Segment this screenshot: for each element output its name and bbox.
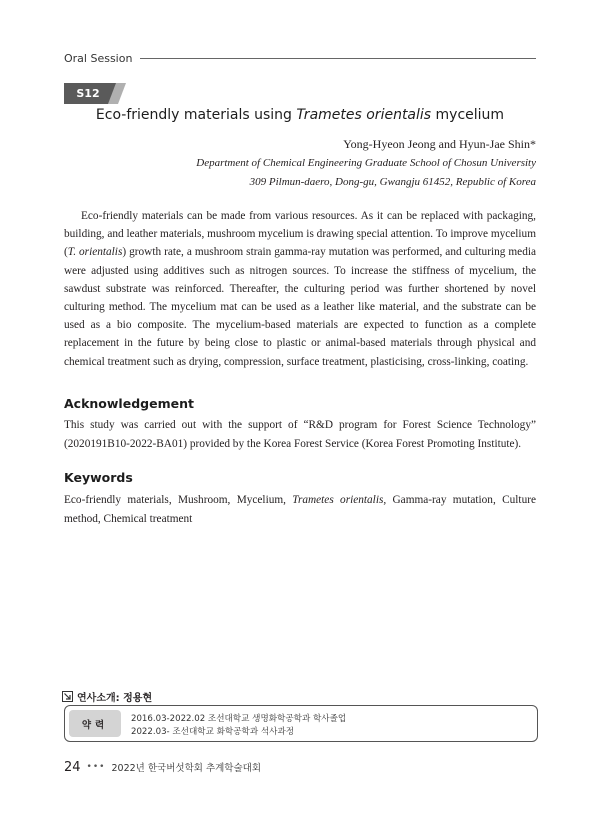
keywords-text: [64, 491, 536, 529]
title-species: Trametes orientalis: [296, 107, 432, 123]
acknowledgement-heading: Acknowledgement: [64, 396, 194, 411]
page-footer: [64, 759, 261, 775]
keywords-part-1: Eco-friendly materials, Mushroom, Mycelium,: [64, 494, 293, 506]
acknowledgement-text: This study was carried out with the support of “R&D program for Forest Science Technology” (2020191B10-2022-BA01) provided by the Korea Forest Service (Korea Forest Promoting Institute).: [64, 419, 536, 450]
affiliation-line-1: Department of Chemical Engineering Graduate School of Chosun University: [196, 157, 536, 169]
page-number: 24: [64, 759, 81, 775]
title-suffix: mycelium: [431, 107, 505, 123]
session-tag: [64, 83, 126, 104]
header-label: Oral Session: [64, 51, 133, 65]
arrow-box-icon: [62, 691, 73, 702]
bio-line-2: 2022.03- 조선대학교 화학공학과 석사과정: [131, 727, 295, 737]
footer-dots: •••: [86, 762, 106, 772]
session-code: S12: [76, 87, 100, 100]
keywords-part-2: Gamma-ray mutation, Culture method, Chemical treatment: [64, 494, 536, 525]
authors: Yong-Hyeon Jeong and Hyun-Jae Shin*: [343, 137, 536, 151]
footer-conference: 2022년 한국버섯학회 추계학술대회: [111, 763, 262, 774]
abstract-part-2: ) growth rate, a mushroom strain gamma-ray mutation was performed, and culturing media were adjusted using additives such as nitrogen sources. To increase the stiffness of mycelium, the sawdust substrate was reinforced. Thereafter, the culturing period was further shortened by novel culturing method. The mycelium mat can be used as a leather like material, and the substrate can be used as a bio composite. The mycelium-based materials are expected to function as a complete replacement in the future by being close to plastic or animal-based materials through physical and chemical treatment such as drying, compression, surface treatment, plasticising, cross-linking, coating.: [64, 246, 536, 368]
speaker-bio-box: [64, 705, 538, 742]
keywords-heading: Keywords: [64, 470, 133, 485]
header-rule: [140, 58, 536, 59]
title-prefix: Eco-friendly materials using: [95, 107, 297, 123]
running-header: [64, 50, 536, 66]
speaker-heading: [62, 688, 152, 704]
paper-title: [64, 107, 536, 123]
bio-line-1: 2016.03-2022.02 조선대학교 생명화학공학과 학사졸업: [131, 714, 347, 724]
affiliation-line-2: 309 Pilmun-daero, Dong-gu, Gwangju 61452, Republic of Korea: [249, 176, 536, 188]
bio-label: 약력: [69, 710, 121, 737]
abstract: [64, 207, 536, 371]
abstract-species: T. orientalis: [67, 246, 123, 259]
abstract-part-1: Eco-friendly materials can be made from various resources. As it can be replaced with packaging, building, and leather materials, mushroom mycelium is drawing special attention. To improve mycelium (: [64, 210, 536, 259]
keywords-species: Trametes orientalis,: [292, 494, 387, 506]
speaker-intro: 연사소개: 정용현: [77, 692, 153, 704]
